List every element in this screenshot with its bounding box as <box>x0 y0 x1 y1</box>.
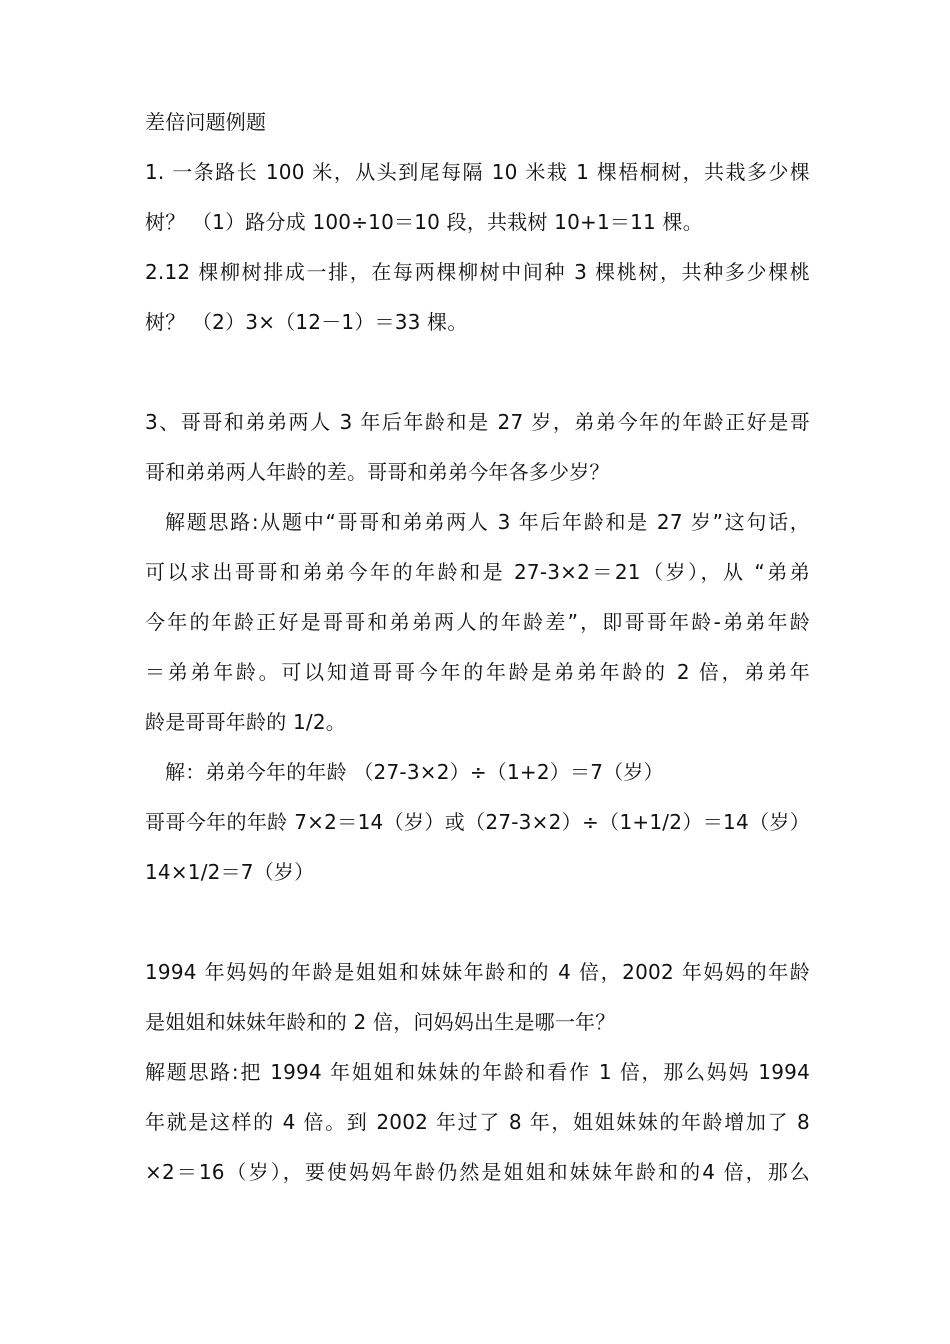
text-line: 解题思路:从题中“哥哥和弟弟两人 3 年后年龄和是 27 岁”这句话， <box>165 510 810 534</box>
text-line: 解：弟弟今年的年龄 （27-3×2）÷（1+2）＝7（岁） <box>165 760 664 784</box>
document-title: 差倍问题例题 <box>145 110 267 134</box>
text-line: ＝弟弟年龄。可以知道哥哥今年的年龄是弟弟年龄的 2 倍，弟弟年 <box>145 660 810 684</box>
text-line: 树？ （2）3×（12－1）＝33 棵。 <box>145 310 468 334</box>
text-line: 可以求出哥哥和弟弟今年的年龄和是 27-3×2＝21（岁），从 “弟弟 <box>145 560 810 584</box>
text-line: 解题思路:把 1994 年姐姐和妹妹的年龄和看作 1 倍，那么妈妈 1994 <box>145 1060 810 1084</box>
text-line: 树？ （1）路分成 100÷10＝10 段，共栽树 10+1＝11 棵。 <box>145 210 703 234</box>
text-line: 龄是哥哥年龄的 1/2。 <box>145 710 346 734</box>
text-line: 哥和弟弟两人年龄的差。哥哥和弟弟今年各多少岁？ <box>145 460 610 484</box>
text-line: 今年的年龄正好是哥哥和弟弟两人的年龄差”，即哥哥年龄-弟弟年龄 <box>145 610 810 634</box>
text-line: 哥哥今年的年龄 7×2＝14（岁）或（27-3×2）÷（1+1/2）＝14（岁） <box>145 810 810 834</box>
text-line: 年就是这样的 4 倍。到 2002 年过了 8 年，姐姐妹妹的年龄增加了 8 <box>145 1110 810 1134</box>
text-line: 1994 年妈妈的年龄是姐姐和妹妹年龄和的 4 倍，2002 年妈妈的年龄 <box>145 960 810 984</box>
text-line: ×2＝16（岁），要使妈妈年龄仍然是姐姐和妹妹年龄和的4 倍，那么 <box>145 1160 810 1184</box>
text-line: 3、哥哥和弟弟两人 3 年后年龄和是 27 岁，弟弟今年的年龄正好是哥 <box>145 410 810 434</box>
text-line: 2.12 棵柳树排成一排，在每两棵柳树中间种 3 棵桃树，共种多少棵桃 <box>145 260 810 284</box>
text-line: 是姐姐和妹妹年龄和的 2 倍，问妈妈出生是哪一年？ <box>145 1010 616 1034</box>
text-line: 14×1/2＝7（岁） <box>145 860 315 884</box>
text-line: 1. 一条路长 100 米，从头到尾每隔 10 米栽 1 棵梧桐树，共栽多少棵 <box>145 160 810 184</box>
